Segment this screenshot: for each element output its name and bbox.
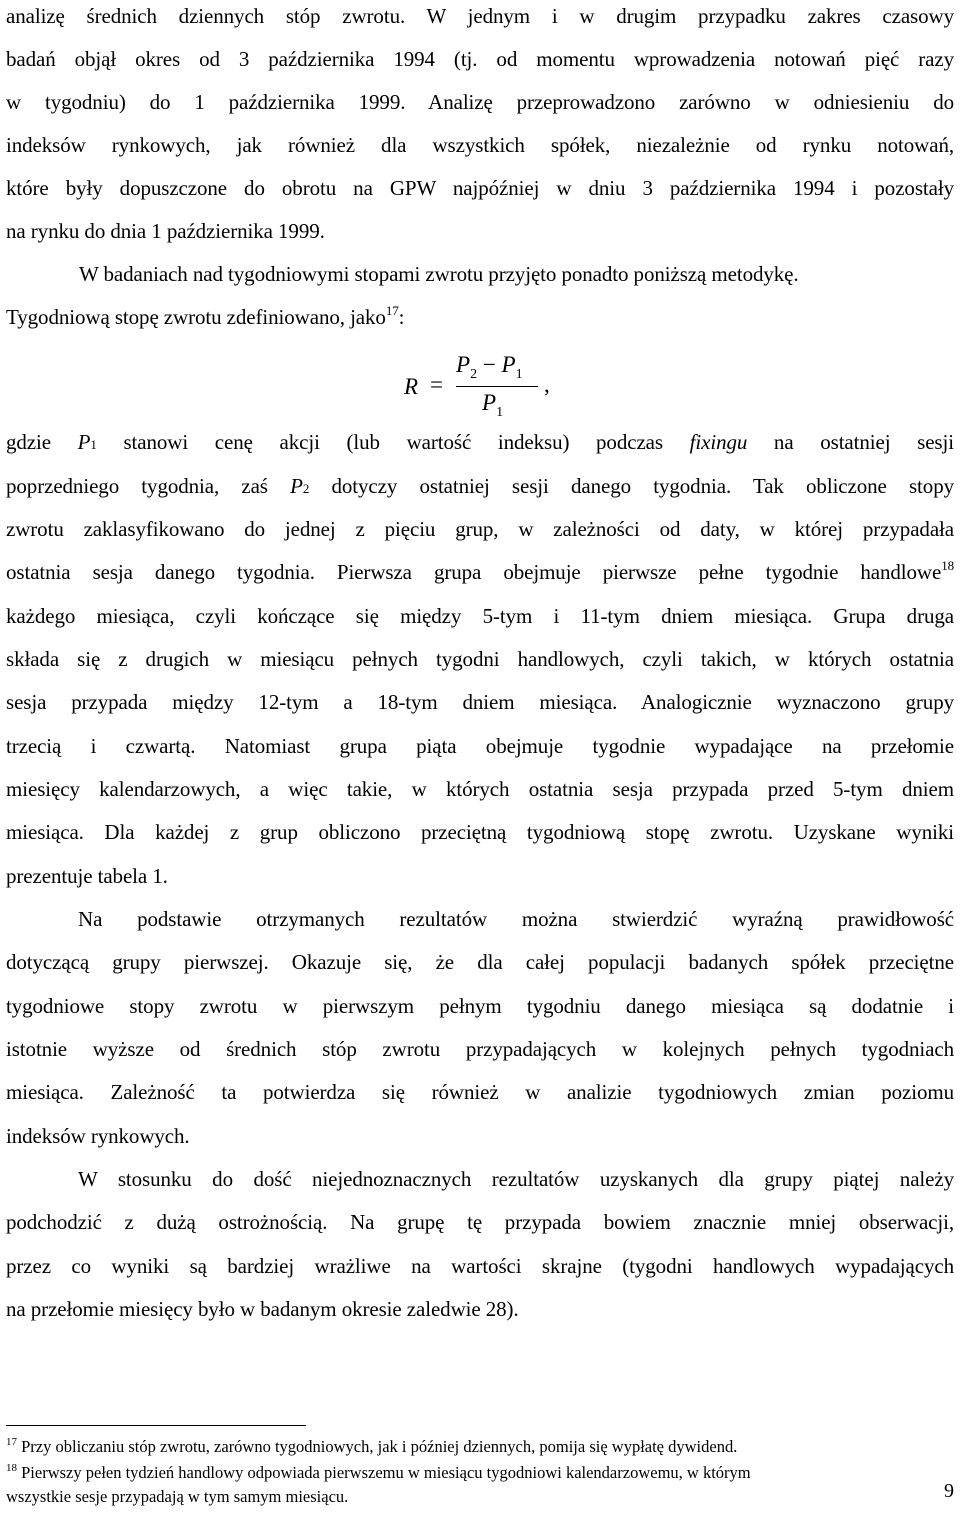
minus-sign: − [482,352,496,377]
text-line: W stosunku do dość niejednoznacznych rezultatów uzyskanych dla grupy piątej należy [78,1167,954,1191]
footnote-18 [6,1463,954,1483]
text-line: przez co wyniki są bardziej wrażliwe na wartości skrajne (tygodni handlowych wypadających [6,1254,954,1278]
text-span: poprzedniego tygodnia, zaś [6,474,291,498]
footnote-ref-17: 17 [385,303,399,318]
text-span: gdzie [6,430,78,454]
text-span: stanowi cenę akcji (lub wartość indeksu) podczas [96,430,690,454]
text-span: dotyczy ostatniej sesji danego tygodnia. Tak obliczone stopy [309,474,954,498]
subscript: 1 [90,437,97,452]
text-line: miesiąca. Dla każdej z grup obliczono przeciętną tygodniową stopę zwrotu. Uzyskane wyniki [6,820,954,844]
text-line: istotnie wyższe od średnich stóp zwrotu przypadających w kolejnych pełnych tygodniach [6,1037,954,1061]
text-line: sesja przypada między 12-tym a 18-tym dniem miesiąca. Analogicznie wyznaczono grupy [6,690,954,714]
var-p: P [456,352,471,377]
fraction-bar [456,386,538,387]
footnote-text: Przy obliczaniu stóp zwrotu, zarówno tygodniowych, jak i później dziennych, pomija się wypłatę dywidend. [17,1437,738,1456]
text-line: tygodniowe stopy zwrotu w pierwszym pełnym tygodniu danego miesiąca są dodatnie i [6,994,954,1018]
text-line [6,428,954,459]
page-number: 9 [944,1480,954,1502]
italic-term: fixingu [689,430,748,454]
var-p: P [482,390,497,415]
text-line: dotyczącą grupy pierwszej. Okazuje się, że dla całej populacji badanych spółek przeciętne [6,950,954,974]
text-line: w tygodniu) do 1 października 1999. Analizę przeprowadzono zarówno w odniesieniu do [6,90,954,114]
text-line: podchodzić z dużą ostrożnością. Na grupę tę przypada bowiem znacznie mniej obserwacji, [6,1210,954,1234]
text-line: na przełomie miesięcy było w badanym okresie zaledwie 28). [6,1297,519,1321]
footnote-number: 17 [6,1436,17,1448]
formula-denominator [482,390,503,421]
text-line: które były dopuszczone do obrotu na GPW najpóźniej w dniu 3 października 1994 i pozostały [6,176,954,200]
text-span: ostatnia sesja danego tygodnia. Pierwsza grupa obejmuje pierwsze pełne tygodnie handlowe [6,560,942,584]
formula-numerator [456,352,523,383]
footnote-ref-18: 18 [941,558,954,573]
text-span: Tygodniową stopę zwrotu zdefiniowano, jako [6,305,386,329]
var-p: P [77,430,91,454]
text-line: indeksów rynkowych, jak również dla wszystkich spółek, niezależnie od rynku notowań, [6,133,954,157]
text-line [6,303,954,331]
text-line [6,558,954,586]
text-line: składa się z drugich w miesiącu pełnych tygodni handlowych, czyli takich, w których ostatnia [6,647,954,671]
subscript: 1 [496,405,504,420]
var-p: P [290,474,303,498]
footnote-text: Pierwszy pełen tydzień handlowy odpowiada pierwszemu w miesiącu tygodniowi kalendarzowemu, w którym [17,1463,751,1482]
formula-weekly-return [398,352,578,432]
footnote-17 [6,1437,954,1457]
text-line: zwrotu zaklasyfikowano do jednej z pięciu grup, w zależności od daty, w której przypadała [6,517,954,541]
text-line: badań objął okres od 3 października 1994 (tj. od momentu wprowadzenia notowań pięć razy [6,47,954,71]
subscript: 2 [302,481,310,496]
text-line: na rynku do dnia 1 października 1999. [6,219,325,243]
text-line: Na podstawie otrzymanych rezultatów można stwierdzić wyraźną prawidłowość [78,907,954,931]
text-line: miesięcy kalendarzowych, a więc takie, w których ostatnia sesja przypada przed 5-tym dniem [6,777,954,801]
footnote-18-continued: wszystkie sesje przypadają w tym samym miesiącu. [6,1487,349,1506]
subscript: 1 [515,367,523,382]
footnote-number: 18 [6,1462,17,1474]
var-p: P [501,352,516,377]
text-line: trzecią i czwartą. Natomiast grupa piąta obejmuje tygodnie wypadające na przełomie [6,734,954,758]
formula-comma: , [544,372,550,397]
text-line: prezentuje tabela 1. [6,864,168,888]
text-span: na ostatniej sesji [747,430,954,454]
text-line [6,472,954,503]
formula-lhs: R [404,374,419,399]
text-line: każdego miesiąca, czyli kończące się między 5-tym i 11-tym dniem miesiąca. Grupa druga [6,604,954,628]
text-span: : [398,305,405,329]
text-line: miesiąca. Zależność ta potwierdza się również w analizie tygodniowych zmian poziomu [6,1080,954,1104]
text-line: analizę średnich dziennych stóp zwrotu. W jednym i w drugim przypadku zakres czasowy [6,4,954,28]
text-line: W badaniach nad tygodniowymi stopami zwrotu przyjęto ponadto poniższą metodykę. [79,262,799,286]
subscript: 2 [470,367,478,382]
text-line: indeksów rynkowych. [6,1124,190,1148]
formula-equals: = [430,372,443,397]
footnote-separator [6,1425,306,1426]
